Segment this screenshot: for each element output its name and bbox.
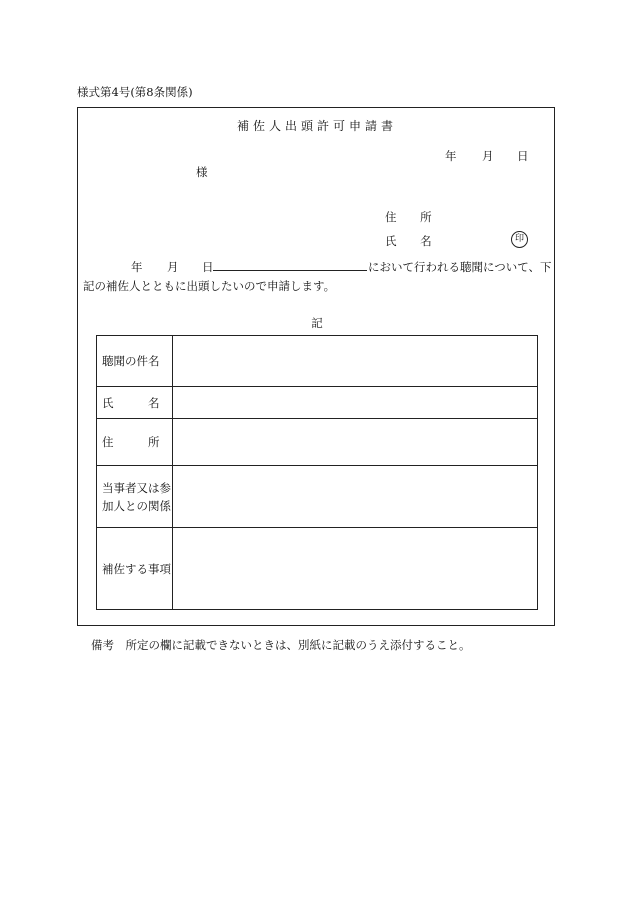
table-row <box>97 528 538 610</box>
row-value-relationship <box>173 466 538 528</box>
row-label-address: 住 所 <box>97 419 173 466</box>
form-title: 補佐人出頭許可申請書 <box>236 119 397 133</box>
hearing-day-label: 日 <box>202 260 214 274</box>
hearing-year-label: 年 <box>131 260 143 274</box>
row-value-name <box>173 387 538 419</box>
row-label-hearing-subject: 聴聞の件名 <box>97 336 173 387</box>
form-number: 様式第4号(第8条関係) <box>77 85 193 99</box>
hearing-place-blank-line <box>213 270 367 271</box>
table-row <box>97 466 538 528</box>
body-text-line2: 記の補佐人とともに出頭したいので申請します。 <box>83 279 336 293</box>
seal-mark-icon: 印 <box>511 231 528 248</box>
table-row <box>97 336 538 387</box>
addressee-suffix: 様 <box>196 165 208 179</box>
row-value-address <box>173 419 538 466</box>
body-text-line1: において行われる聴聞について、下 <box>368 260 552 274</box>
date-year-label: 年 <box>445 149 457 163</box>
applicant-address-label: 住 所 <box>385 210 442 224</box>
row-value-hearing-subject <box>173 336 538 387</box>
row-label-assist-matters: 補佐する事項 <box>97 528 173 610</box>
detail-table <box>96 335 538 610</box>
date-month-label: 月 <box>482 149 494 163</box>
remarks-note: 備考 所定の欄に記載できないときは、別紙に記載のうえ添付すること。 <box>91 638 471 652</box>
row-label-name: 氏 名 <box>97 387 173 419</box>
row-value-assist-matters <box>173 528 538 610</box>
ki-heading: 記 <box>311 316 323 330</box>
table-row <box>97 419 538 466</box>
application-form <box>77 107 555 626</box>
hearing-month-label: 月 <box>167 260 179 274</box>
table-row <box>97 387 538 419</box>
date-day-label: 日 <box>517 149 529 163</box>
row-label-relationship: 当事者又は参加人との関係 <box>97 466 173 528</box>
applicant-name-label: 氏 名 <box>385 234 442 248</box>
